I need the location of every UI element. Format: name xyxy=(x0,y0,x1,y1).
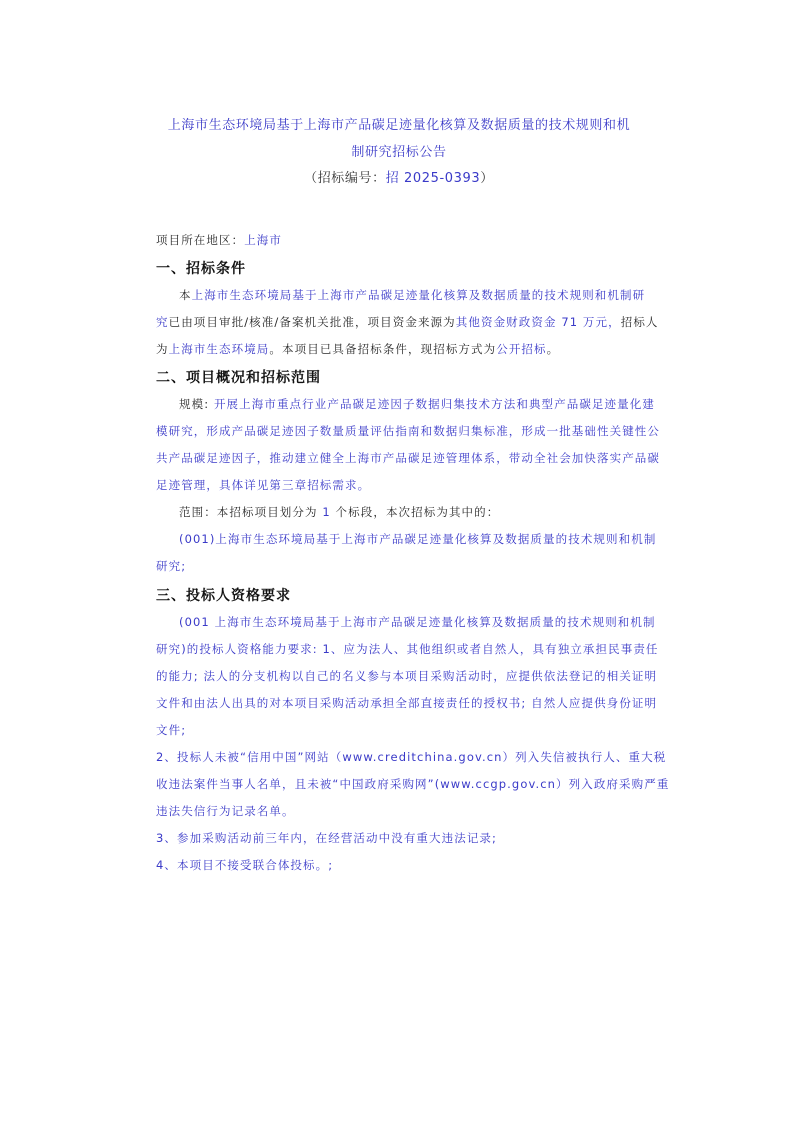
text-run: 招标人 xyxy=(620,315,659,329)
region-value: 上海市 xyxy=(244,233,283,247)
text-run: 为 xyxy=(156,342,169,356)
section1-line xyxy=(156,287,665,303)
text-run: 上海市生态环境局 xyxy=(168,342,270,356)
scope-prefix: 范围：本招标项目划分为 xyxy=(179,505,318,519)
scale-line: 足迹管理，具体详见第三章招标需求。 xyxy=(156,478,371,492)
qualification-line: 研究)的投标人资格能力要求: 1、应为法人、其他组织或者自然人，具有独立承担民事责任 xyxy=(156,642,659,656)
lot-line: 研究; xyxy=(156,559,187,573)
scope-line xyxy=(156,504,665,520)
scope-count: 1 xyxy=(317,505,336,519)
scope-suffix: 个标段，本次招标为其中的： xyxy=(335,505,500,519)
scale-text: 开展上海市重点行业产品碳足迹因子数据归集技术方法和典型产品碳足迹量化建 xyxy=(213,397,655,411)
tender-number-suffix: ） xyxy=(480,171,494,186)
requirement-item: 收违法案件当事人名单，且未被“中国政府采购网”(www.ccgp.gov.cn）列入政府采购严重 xyxy=(156,777,670,791)
tender-number-value: 招 2025-0393 xyxy=(385,171,481,186)
requirement-item: 4、本项目不接受联合体投标。; xyxy=(156,858,334,872)
region-label: 项目所在地区： xyxy=(156,233,245,247)
requirement-item: 2、投标人未被“信用中国”网站（www.creditchina.gov.cn）列入失信被执行人、重大税 xyxy=(156,750,667,764)
doc-title-line2: 制研究招标公告 xyxy=(351,145,447,160)
text-run: 其他资金财政资金 71 万元， xyxy=(455,315,621,329)
project-region xyxy=(156,232,642,248)
section2-heading: 二、项目概况和招标范围 xyxy=(156,370,321,386)
lot-line: (001)上海市生态环境局基于上海市产品碳足迹量化核算及数据质量的技术规则和机制 xyxy=(179,532,657,546)
doc-title-line1: 上海市生态环境局基于上海市产品碳足迹量化核算及数据质量的技术规则和机 xyxy=(167,118,631,133)
qualification-line: 文件和由法人出具的对本项目采购活动承担全部直接责任的授权书; 自然人应提供身份证明 xyxy=(156,696,658,710)
text-run: 本 xyxy=(179,288,192,302)
text-run: 究 xyxy=(156,315,169,329)
text-run: 已由项目审批/核准/备案机关批准，项目资金来源为 xyxy=(168,315,456,329)
scale-line: 共产品碳足迹因子，推动建立健全上海市产品碳足迹管理体系，带动全社会加快落实产品碳 xyxy=(156,451,660,465)
section3-heading: 三、投标人资格要求 xyxy=(156,588,291,604)
scale-label: 规模: xyxy=(179,397,210,411)
text-run: 公开招标 xyxy=(496,342,547,356)
scale-line xyxy=(156,396,665,412)
text-run: 。本项目已具备招标条件，现招标方式为 xyxy=(269,342,497,356)
text-run: 。 xyxy=(546,342,560,356)
text-run: 上海市生态环境局基于上海市产品碳足迹量化核算及数据质量的技术规则和机制研 xyxy=(191,288,646,302)
qualification-line: (001 上海市生态环境局基于上海市产品碳足迹量化核算及数据质量的技术规则和机制 xyxy=(179,615,656,629)
requirement-item: 3、参加采购活动前三年内，在经营活动中没有重大违法记录; xyxy=(156,831,497,845)
tender-number-prefix: （招标编号： xyxy=(304,171,386,186)
qualification-line: 的能力; 法人的分支机构以自己的名义参与本项目采购活动时，应提供依法登记的相关证明 xyxy=(156,669,658,683)
requirement-item: 违法失信行为记录名单。 xyxy=(156,804,295,818)
tender-number xyxy=(156,167,642,186)
section1-heading: 一、招标条件 xyxy=(156,261,246,277)
section1-line xyxy=(156,314,659,330)
section1-line xyxy=(156,341,642,357)
scale-line: 模研究，形成产品碳足迹因子数量质量评估指南和数据归集标准，形成一批基础性关键性公 xyxy=(156,424,660,438)
qualification-line: 文件; xyxy=(156,723,187,737)
